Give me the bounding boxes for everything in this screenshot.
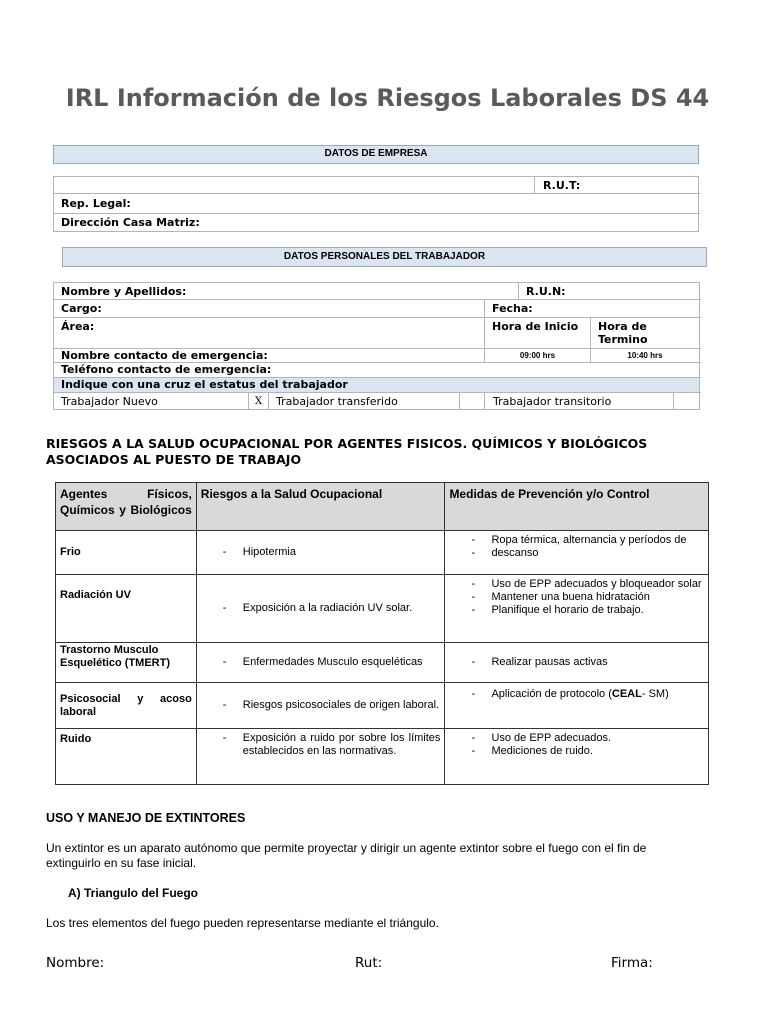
trabajador-section-band: DATOS PERSONALES DEL TRABAJADOR bbox=[62, 247, 707, 267]
extintores-heading: USO Y MANEJO DE EXTINTORES bbox=[46, 811, 246, 825]
rep-legal-label: Rep. Legal: bbox=[61, 197, 131, 210]
header-agentes-text bbox=[60, 486, 192, 518]
riesgo-item: - Exposición a la radiación UV solar. bbox=[223, 602, 441, 615]
agente-cell: Radiación UV bbox=[56, 575, 197, 643]
hora-inicio-label: Hora de Inicio bbox=[492, 320, 579, 333]
medidas-cell bbox=[445, 531, 709, 575]
medida-item: - Uso de EPP adecuados. bbox=[471, 732, 704, 745]
medida-item bbox=[471, 688, 704, 701]
riesgo-item: - Exposición a ruido por sobre los límites establecidos en las normativas. bbox=[223, 732, 441, 758]
header-agentes bbox=[56, 483, 197, 531]
table-header-row bbox=[56, 483, 709, 531]
footer-rut-label: Rut: bbox=[355, 955, 383, 971]
fecha-label: Fecha: bbox=[492, 302, 533, 315]
empresa-grid bbox=[53, 176, 699, 232]
estatus-label: Indique con una cruz el estatus del trabajador bbox=[54, 378, 699, 392]
medidas-cell bbox=[445, 575, 709, 643]
direccion-label: Dirección Casa Matriz: bbox=[61, 216, 200, 229]
medida-item: - descanso bbox=[471, 547, 704, 560]
medidas-cell bbox=[445, 643, 709, 683]
empresa-section-band: DATOS DE EMPRESA bbox=[53, 145, 699, 164]
riesgo-item: - Hipotermia bbox=[223, 546, 441, 559]
hora-termino-label: Hora de Termino bbox=[598, 320, 648, 346]
agente-cell: Frio bbox=[56, 531, 197, 575]
medida-pre: Aplicación de protocolo ( bbox=[491, 688, 612, 700]
riesgo-cell bbox=[196, 575, 445, 643]
hora-termino-value: 10:40 hrs bbox=[627, 351, 663, 360]
riesgo-cell bbox=[196, 729, 445, 785]
cargo-label: Cargo: bbox=[61, 302, 102, 315]
contacto-nombre-label: Nombre contacto de emergencia: bbox=[61, 349, 268, 362]
medida-item: - Ropa térmica, alternancia y períodos de bbox=[471, 534, 704, 547]
contacto-telefono-label: Teléfono contacto de emergencia: bbox=[61, 363, 272, 376]
table-row bbox=[56, 683, 709, 729]
riesgos-heading: RIESGOS A LA SALUD OCUPACIONAL POR AGENTES FISICOS. QUÍMICOS Y BIOLÓGICOS ASOCIADOS AL PUESTO DE TRABAJO bbox=[46, 436, 648, 467]
opt-transferido-checkbox[interactable] bbox=[460, 393, 484, 410]
agente-cell: Ruido bbox=[56, 729, 197, 785]
opt-nuevo-checkbox[interactable]: X bbox=[254, 396, 263, 407]
nombre-label: Nombre y Apellidos: bbox=[61, 285, 187, 298]
header-riesgos: Riesgos a la Salud Ocupacional bbox=[196, 483, 445, 531]
run-label: R.U.N: bbox=[526, 285, 566, 298]
table-row bbox=[56, 729, 709, 785]
triangulo-text: Los tres elementos del fuego pueden representarse mediante el triángulo. bbox=[46, 916, 439, 930]
medida-item: - Mantener una buena hidratación bbox=[471, 591, 704, 604]
table-row bbox=[56, 575, 709, 643]
footer-nombre-label: Nombre: bbox=[46, 955, 105, 971]
extintores-intro: Un extintor es un aparato autónomo que permite proyectar y dirigir un agente extintor sobre el fuego con el fin de extinguirlo en su fase inicial. bbox=[46, 841, 647, 870]
riesgo-cell bbox=[196, 683, 445, 729]
medida-item: - Mediciones de ruido. bbox=[471, 745, 704, 758]
agente-cell: Trastorno Musculo Esquelético (TMERT) bbox=[56, 643, 197, 683]
table-row bbox=[56, 643, 709, 683]
page-title: IRL Información de los Riesgos Laborales DS 44 bbox=[65, 84, 710, 112]
medida-item: - Realizar pausas activas bbox=[471, 656, 704, 669]
medida-item: - Planifique el horario de trabajo. bbox=[471, 604, 704, 617]
opt-transitorio-checkbox[interactable] bbox=[674, 393, 700, 410]
header-agentes-label: Agentes Físicos, Químicos y Biológicos bbox=[60, 487, 192, 517]
footer-firma-label: Firma: bbox=[611, 955, 653, 971]
opt-transferido-label: Trabajador transferido bbox=[276, 395, 398, 408]
triangulo-subheading: A) Triangulo del Fuego bbox=[68, 886, 198, 900]
table-row bbox=[56, 531, 709, 575]
riesgo-item: - Enfermedades Musculo esqueléticas bbox=[223, 656, 441, 669]
medida-item: - Uso de EPP adecuados y bloqueador solar bbox=[471, 578, 704, 591]
area-label: Área: bbox=[61, 320, 95, 333]
opt-transitorio-label: Trabajador transitorio bbox=[493, 395, 612, 408]
medidas-cell bbox=[445, 683, 709, 729]
trabajador-grid bbox=[53, 282, 700, 410]
header-medidas: Medidas de Prevención y/o Control bbox=[445, 483, 709, 531]
opt-nuevo-label: Trabajador Nuevo bbox=[61, 395, 158, 408]
medidas-cell bbox=[445, 729, 709, 785]
medida-bold: CEAL bbox=[611, 688, 642, 700]
hora-inicio-value: 09:00 hrs bbox=[519, 351, 556, 360]
riesgo-cell bbox=[196, 531, 445, 575]
riesgos-table bbox=[55, 482, 709, 785]
medida-post: - SM) bbox=[641, 688, 669, 700]
riesgo-item: - Riesgos psicosociales de origen laboral. bbox=[223, 699, 441, 712]
riesgo-cell bbox=[196, 643, 445, 683]
agente-cell: Psicosocial y acoso laboral bbox=[56, 683, 197, 729]
empresa-rut-label: R.U.T: bbox=[543, 179, 581, 192]
